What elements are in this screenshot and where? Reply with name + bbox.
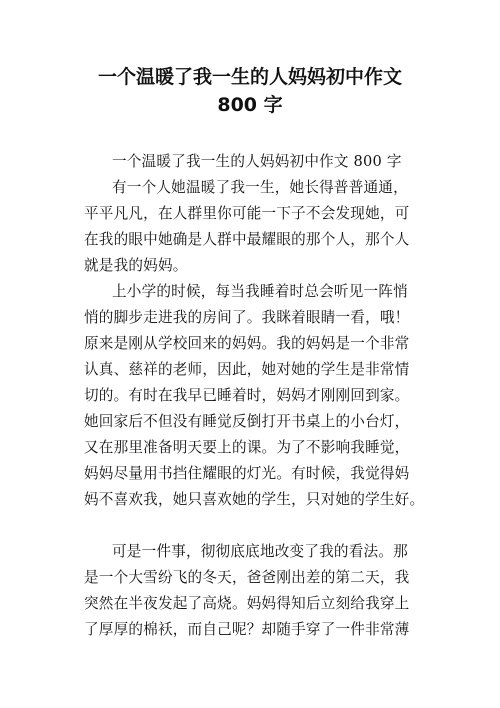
paragraph-line: 妈不喜欢我，她只喜欢她的学生，只对她的学生好。 (84, 491, 425, 508)
document-title-line-2: 800 字 (217, 94, 283, 116)
paragraph-line: 一个温暖了我一生的人妈妈初中作文 800 字 (112, 153, 402, 170)
paragraph-line: 切的。有时在我早已睡着时，妈妈才刚刚回到家。 (84, 387, 410, 404)
paragraph-line: 认真、慈祥的老师，因此，她对她的学生是非常情 (84, 361, 410, 378)
paragraph-line: 上小学的时候，每当我睡着时总会听见一阵悄 (112, 283, 408, 300)
paragraph-line: 可是一件事，彻彻底底地改变了我的看法。那 (112, 543, 408, 560)
document-title-line-1: 一个温暖了我一生的人妈妈初中作文 (97, 66, 402, 88)
paragraph-line: 突然在半夜发起了高烧。妈妈得知后立刻给我穿上 (84, 595, 410, 612)
paragraph-line: 了厚厚的棉袄，而自己呢？却随手穿了一件非常薄 (84, 621, 410, 638)
paragraph-line: 妈妈尽量用书挡住耀眼的灯光。有时候，我觉得妈 (84, 465, 410, 482)
paragraph-line: 是一个大雪纷飞的冬天，爸爸刚出差的第二天，我 (84, 569, 410, 586)
paragraph-line: 悄的脚步走进我的房间了。我眯着眼睛一看，哦！ (84, 309, 410, 326)
paragraph-line: 又在那里准备明天要上的课。为了不影响我睡觉， (84, 439, 410, 456)
paragraph-line: 就是我的妈妈。 (84, 257, 188, 274)
paragraph-line: 在我的眼中她确是人群中最耀眼的那个人，那个人 (84, 231, 410, 248)
paragraph-line: 平平凡凡，在人群里你可能一下子不会发现她，可 (84, 205, 410, 222)
paragraph-line: 有一个人她温暖了我一生，她长得普普通通， (112, 179, 408, 196)
paragraph-line: 她回家后不但没有睡觉反倒打开书桌上的小台灯， (84, 413, 410, 430)
paragraph-line: 原来是刚从学校回来的妈妈。我的妈妈是一个非常 (84, 335, 410, 352)
